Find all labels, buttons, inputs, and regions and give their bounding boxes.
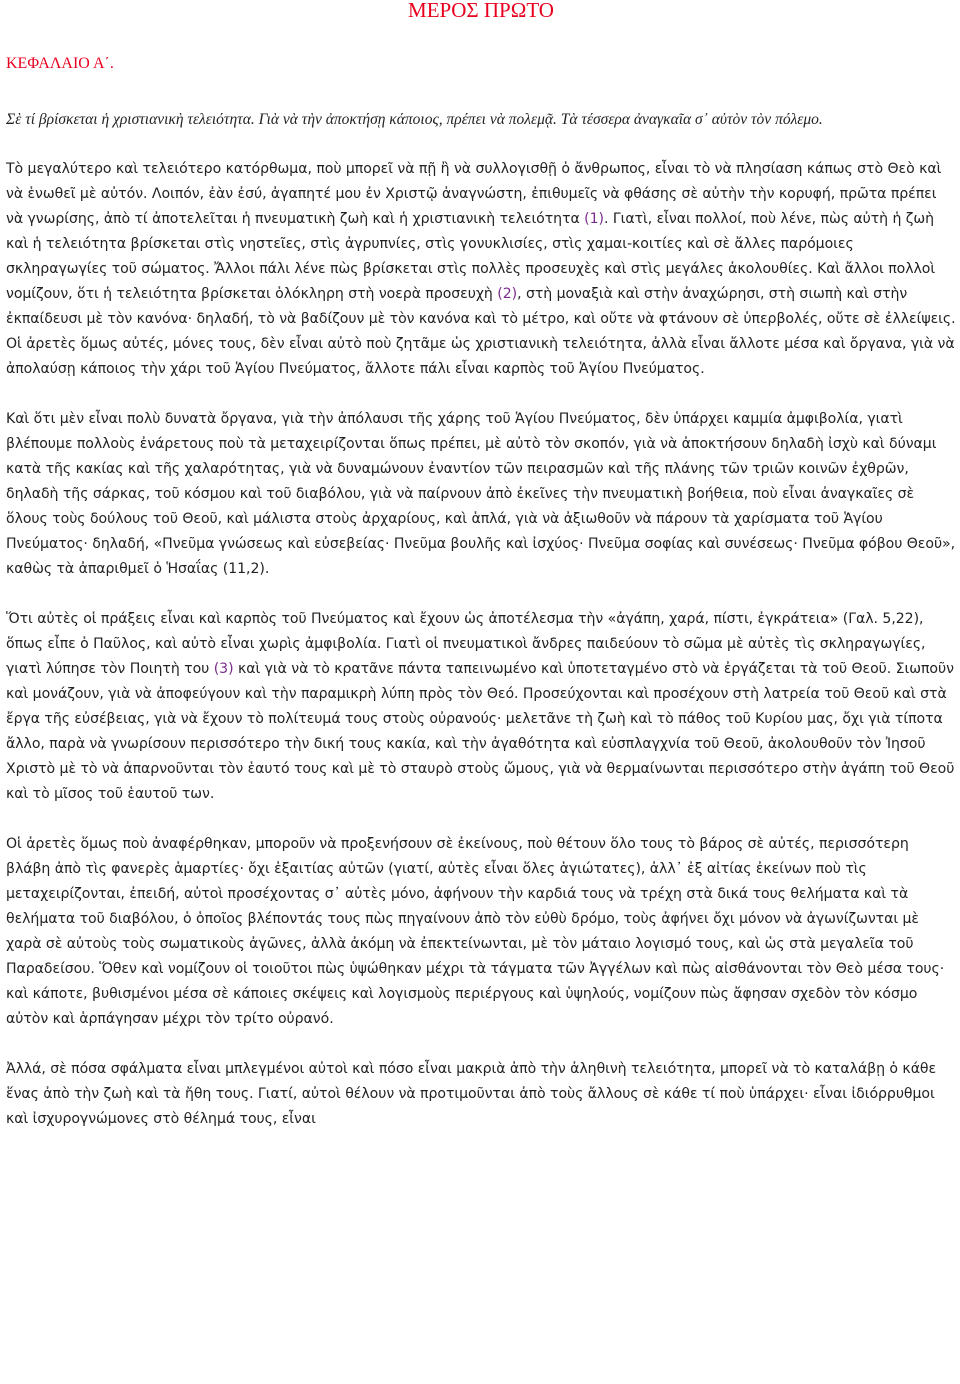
paragraph-3 [6,607,956,807]
paragraph-5 [6,1057,956,1132]
paragraph-text: καὶ γιὰ νὰ τὸ κρατᾶνε πάντα ταπεινωμένο καὶ ὑποτεταγμένο στὸ νὰ ἐργάζεται τὰ τοῦ Θεοῦ. Σιωποῦν καὶ μονάζουν, γιὰ νὰ ἀποφεύγουν καὶ τὴν παραμικρὴ λύπη πρὸς τὸν Θεό. Προσεύχονται καὶ προσέχουν στὴ λατρεία τοῦ Θεοῦ καὶ στὰ ἔργα τῆς εὐσέβειας, γιὰ νὰ ἔχουν τὸ πολίτευμά τους στοὺς οὐρανούς· μελετᾶνε τὴ ζωὴ καὶ τὸ πάθος τοῦ Κυρίου μας, ὄχι γιὰ τίποτα ἄλλο, παρὰ νὰ γνωρίσουν περισσότερο τὴν δική τους κακία, καὶ τὴν ἀγαθότητα καὶ εὐσπλαγχνία τοῦ Θεοῦ, ἀκολουθοῦν τὸν Ἰησοῦ Χριστὸ μὲ τὸ νὰ ἀπαρνοῦνται τὸν ἑαυτό τους καὶ μὲ τὸ σταυρὸ στοὺς ὤμους, γιὰ νὰ θερμαίνωνται περισσότερο στὴν ἀγάπη τοῦ Θεοῦ καὶ τὸ μῖσος τοῦ ἑαυτοῦ των. [6,661,955,802]
paragraph-text: Ἀλλά, σὲ πόσα σφάλματα εἶναι μπλεγμένοι αὐτοὶ καὶ πόσο εἶναι μακριὰ ἀπὸ τὴν ἀληθινὴ τελειότητα, μπορεῖ νὰ τὸ καταλάβῃ ὁ κάθε ἕνας ἀπὸ τὴν ζωὴ καὶ τὰ ἤθη τους. Γιατί, αὐτοὶ θέλουν νὰ προτιμοῦνται ἀπὸ τοὺς ἄλλους σὲ κάθε τί ποὺ ὑπάρχει· εἶναι ἰδιόρρυθμοι καὶ ἰσχυρογνώμονες στὸ θέλημά τους, εἶναι [6,1061,937,1127]
chapter-summary: Σὲ τί βρίσκεται ἡ χριστιανικὴ τελειότητα. Γιὰ νὰ τὴν ἀποκτήσῃ κάποιος, πρέπει νὰ πολεμᾷ. Τὰ τέσσερα ἀναγκαῖα σ᾽ αὐτὸν τὸν πόλεμο. [6,111,823,128]
paragraph-text: . Γιατὶ, εἶναι πολλοί, ποὺ λένε, πὼς αὐτὴ ἡ ζωὴ καὶ ἡ τελειότητα βρίσκεται στὶς νηστεῖες, στὶς ἀγρυπνίες, στὶς γονυκλισίες, στὶς χαμαι-κοιτίες καὶ σὲ ἄλλες παρόμοιες σκληραγωγίες τοῦ σώματος. Ἄλλοι πάλι λένε πὼς βρίσκεται στὶς πολλὲς προσευχὲς καὶ στὶς μεγάλες ἀκολουθίες. Καὶ ἄλλοι πολλοὶ νομίζουν, ὅτι ἡ τελειότητα βρίσκεται ὁλόκληρη στὴ νοερὰ προσευχὴ [6,211,936,302]
document-page [6,0,956,1132]
footnote-ref-1[interactable]: (1) [584,211,604,227]
chapter-title: ΚΕΦΑΛΑΙΟ Α΄. [6,55,114,72]
paragraph-text: Οἱ ἀρετὲς ὅμως ποὺ ἀναφέρθηκαν, μποροῦν νὰ προξενήσουν σὲ ἐκείνους, ποὺ θέτουν ὅλο τους τὸ βάρος σὲ αὐτές, περισσότερη βλάβη ἀπὸ τὶς φανερὲς ἁμαρτίες· ὄχι ἐξαιτίας αὐτῶν (γιατί, αὐτὲς εἶναι ὅλες ἁγιώτατες), ἀλλ᾽ ἐξ αἰτίας ἐκείνων ποὺ τὶς μεταχειρίζονται, ἐπειδή, αὐτοὶ προσέχοντας σ᾽ αὐτὲς μόνο, ἀφήνουν τὴν καρδιά τους νὰ τρέχη στὰ δικά τους θελήματα καὶ τὰ θελήματα τοῦ διαβόλου, ὁ ὁποῖος βλέποντάς τους πὼς πηγαίνουν ἀπὸ τὸν εὐθὺ δρόμο, τοὺς ἀφήνει ὄχι μόνον νὰ ἀγωνίζωνται μὲ χαρὰ σὲ αὐτοὺς τοὺς σωματικοὺς ἀγῶνες, ἀλλὰ ἀκόμη νὰ ἐπεκτείνωνται, μὲ τὸν μάταιο λογισμό τους, καὶ ὡς στὰ μεγαλεῖα τοῦ Παραδείσου. Ὅθεν καὶ νομίζουν οἱ τοιοῦτοι πὼς ὑψώθηκαν μέχρι τὰ τάγματα τῶν Ἀγγέλων καὶ πὼς αἰσθάνονται τὸν Θεὸ μέσα τους· καὶ κάποτε, βυθισμένοι μέσα σὲ κάποιες σκέψεις καὶ λογισμοὺς περιέργους καὶ ὑψηλούς, νομίζουν πὼς ἄφησαν σχεδὸν τὸν κόσμο αὐτὸν καὶ ἁρπάγησαν μέχρι τὸν τρίτο οὐρανό. [6,836,945,1027]
paragraph-text: Τὸ μεγαλύτερο καὶ τελειότερο κατόρθωμα, ποὺ μπορεῖ νὰ πῇ ἢ νὰ συλλογισθῇ ὁ ἄνθρωπος, εἶναι τὸ νὰ πλησίαση κάπως στὸ Θεὸ καὶ νὰ ἑνωθεῖ μὲ αὐτόν. Λοιπόν, ἐὰν ἐσύ, ἀγαπητέ μου ἐν Χριστῷ ἀναγνώστη, ἐπιθυμεῖς νὰ φθάσης σὲ αὐτὴν τὴν κορυφή, πρῶτα πρέπει νὰ γνωρίσης, ἀπὸ τί ἀποτελεῖται ἡ πνευματικὴ ζωὴ καὶ ἡ χριστιανικὴ τελειότητα [6,161,942,227]
paragraph-text: , στὴ μοναξιὰ καὶ στὴν ἀναχώρησι, στὴ σιωπὴ καὶ στὴν ἐκπαίδευσι μὲ τὸν κανόνα· δηλαδή, τὸ νὰ βαδίζουν μὲ τὸν κανόνα καὶ τὸ μέτρο, καὶ οὔτε νὰ φτάνουν σὲ ὑπερβολές, οὔτε σὲ ἐλλείψεις. Οἱ ἀρετὲς ὅμως αὐτές, μόνες τους, δὲν εἶναι αὐτὸ ποὺ ζητᾶμε ὡς χριστιανικὴ τελειότητα, ἀλλὰ εἶναι ἄλλοτε μέσα καὶ ὄργανα, γιὰ νὰ ἀπολαύσῃ κάποιος τὴν χάρι τοῦ Ἁγίου Πνεύματος, ἄλλοτε πάλι εἶναι καρπὸς τοῦ Ἁγίου Πνεύματος. [6,286,956,377]
paragraph-2 [6,407,956,582]
paragraph-text: Καὶ ὅτι μὲν εἶναι πολὺ δυνατὰ ὄργανα, γιὰ τὴν ἀπόλαυσι τῆς χάρης τοῦ Ἁγίου Πνεύματος, δὲν ὑπάρχει καμμία ἀμφιβολία, γιατὶ βλέπουμε πολλοὺς ἐνάρετους ποὺ τὰ μεταχειρίζονται ὅπως πρέπει, μὲ αὐτὸ τὸν σκοπόν, γιὰ νὰ ἀποκτήσουν δηλαδὴ ἰσχὺ καὶ δύναμι κατὰ τῆς κακίας καὶ τῆς χαλαρότητας, γιὰ νὰ δυναμώνουν ἐναντίον τῶν πειρασμῶν καὶ τῆς πλάνης τῶν τριῶν κοινῶν ἐχθρῶν, δηλαδὴ τῆς σάρκας, τοῦ κόσμου καὶ τοῦ διαβόλου, γιὰ νὰ παίρνουν ἀπὸ ἐκεῖνες τὴν πνευματικὴ βοήθεια, ποὺ εἶναι ἀναγκαῖες σὲ ὅλους τοὺς δούλους τοῦ Θεοῦ, καὶ μάλιστα στοὺς ἀρχαρίους, καὶ ἁπλά, γιὰ νὰ ἀξιωθοῦν νὰ πάρουν τὰ χαρίσματα τοῦ Ἁγίου Πνεύματος· δηλαδή, «Πνεῦμα γνώσεως καὶ εὐσεβείας· Πνεῦμα βουλῆς καὶ ἰσχύος· Πνεῦμα σοφίας καὶ συνέσεως· Πνεῦμα φόβου Θεοῦ», καθὼς τὰ ἀπαριθμεῖ ὁ Ἡσαΐας (11,2). [6,411,956,577]
paragraph-text: Ὅτι αὐτὲς οἱ πράξεις εἶναι καὶ καρπὸς τοῦ Πνεύματος καὶ ἔχουν ὡς ἀποτέλεσμα τὴν «ἀγάπη, χαρά, πίστι, ἐγκράτεια» (Γαλ. 5,22), ὅπως εἶπε ὁ Παῦλος, καὶ αὐτὸ εἶναι χωρὶς ἀμφιβολία. Γιατὶ οἱ πνευματικοὶ ἄνδρες παιδεύουν τὸ σῶμα μὲ αὐτὲς τὶς σκληραγωγίες, γιατὶ λύπησε τὸν Ποιητὴ του [6,611,926,677]
footnote-ref-3[interactable]: (3) [213,661,234,677]
paragraph-4 [6,832,956,1032]
part-title: ΜΕΡΟΣ ΠΡΩΤΟ [408,0,554,22]
footnote-ref-2[interactable]: (2) [497,286,518,302]
paragraph-1 [6,157,956,382]
